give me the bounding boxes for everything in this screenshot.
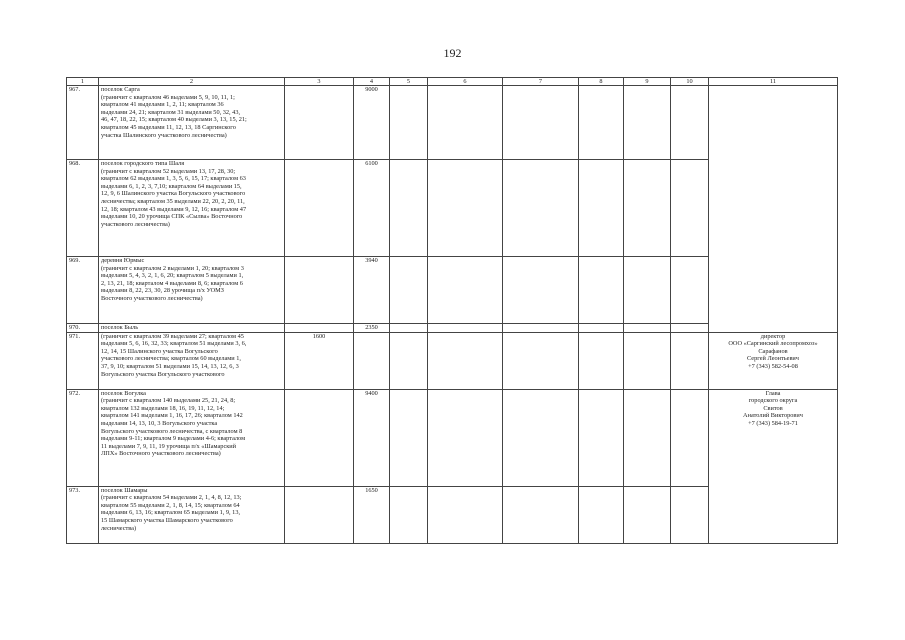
description-line: кварталом 132 выделами 18, 16, 19, 11, 12, 14; bbox=[101, 404, 225, 412]
empty-cell bbox=[503, 486, 579, 543]
column-header: 1 bbox=[67, 78, 99, 86]
row-number: 972. bbox=[67, 389, 99, 486]
empty-cell bbox=[671, 486, 709, 543]
description-line: (граничит с кварталом 2 выделами 1, 20; кварталом 3 bbox=[101, 264, 244, 272]
row-number: 967. bbox=[67, 86, 99, 160]
description-line: (граничит с кварталом 140 выделами 25, 21, 24, 8; bbox=[101, 397, 236, 405]
description-line: выделами 6, 1, 2, 3, 7,10; кварталом 64 выделами 15, bbox=[101, 182, 242, 190]
empty-cell bbox=[671, 257, 709, 324]
column-header: 11 bbox=[709, 78, 838, 86]
description-line: участкового лесничества) bbox=[101, 220, 170, 228]
description-line: Вогульского участка Вогульского участкового bbox=[101, 370, 225, 378]
empty-cell bbox=[579, 389, 624, 486]
empty-cell bbox=[428, 486, 503, 543]
empty-cell bbox=[579, 332, 624, 389]
description-line: деревня Юрмыс bbox=[101, 257, 145, 264]
description-line: 46, 47, 18, 22, 15; кварталом 40 выделами 3, 13, 15, 21; bbox=[101, 116, 247, 124]
responsible-contact bbox=[709, 332, 838, 389]
row-number: 970. bbox=[67, 324, 99, 333]
empty-cell bbox=[579, 324, 624, 333]
description-line: (граничит с кварталом 46 выделами 5, 9, 10, 11, 1; bbox=[101, 93, 235, 101]
contact-line: +7 (343) 582-54-08 bbox=[748, 362, 798, 370]
description-line: поселок городского типа Шаля bbox=[101, 160, 185, 167]
empty-cell bbox=[624, 389, 671, 486]
settlement-description bbox=[99, 257, 285, 324]
column-header: 8 bbox=[579, 78, 624, 86]
empty-cell bbox=[624, 257, 671, 324]
empty-cell bbox=[624, 332, 671, 389]
description-line: Вогульского участкового лесничества, с кварталом 8 bbox=[101, 427, 243, 435]
contact-line: городского округа bbox=[748, 397, 798, 405]
empty-cell bbox=[579, 257, 624, 324]
empty-cell bbox=[671, 389, 709, 486]
empty-cell bbox=[390, 332, 428, 389]
column-header: 6 bbox=[428, 78, 503, 86]
contact-line: директор bbox=[760, 332, 786, 340]
column-4-value: 9000 bbox=[354, 86, 390, 160]
table-row bbox=[67, 332, 838, 389]
description-line: (граничит с кварталом 39 выделами 27; кварталом 45 bbox=[101, 332, 244, 340]
description-line: 12, 9, 6 Шалинского участка Вогульского участкового bbox=[101, 190, 246, 198]
empty-cell bbox=[390, 486, 428, 543]
description-line: выделами 6, 13, 16; кварталом 65 выделами 1, 9, 13, bbox=[101, 509, 241, 517]
description-line: 11 выделами 7, 9, 11, 19 урочища п/х «Шамарский bbox=[101, 442, 237, 450]
column-3-value bbox=[285, 86, 354, 160]
description-line: кварталом 141 выделами 1, 16, 17, 26; кварталом 142 bbox=[101, 412, 243, 420]
description-line: ЛПХ» Восточного участкового лесничества) bbox=[101, 450, 221, 458]
description-line: участкового лесничества; кварталом 60 выделами 1, bbox=[101, 355, 241, 363]
column-header: 5 bbox=[390, 78, 428, 86]
description-line: кварталом 62 выделами 1, 3, 5, 6, 15, 17; кварталом 63 bbox=[101, 175, 246, 183]
table-row bbox=[67, 389, 838, 486]
settlement-description bbox=[99, 160, 285, 257]
empty-cell bbox=[503, 389, 579, 486]
settlement-description bbox=[99, 486, 285, 543]
description-line: поселок Сарга bbox=[101, 86, 140, 93]
empty-cell bbox=[624, 160, 671, 257]
column-3-value bbox=[285, 324, 354, 333]
contact-line: Анатолий Викторович bbox=[743, 412, 803, 420]
page-number: 192 bbox=[443, 46, 462, 60]
description-line: лесничества; кварталом 35 выделами 22, 20, 2, 20, 11, bbox=[101, 197, 245, 205]
contact-line: ООО «Саргинский лесопромхоз» bbox=[728, 340, 818, 348]
empty-cell bbox=[428, 332, 503, 389]
empty-cell bbox=[579, 86, 624, 160]
empty-cell bbox=[624, 324, 671, 333]
empty-cell bbox=[671, 160, 709, 257]
empty-cell bbox=[503, 332, 579, 389]
row-number: 969. bbox=[67, 257, 99, 324]
description-line: Восточного участкового лесничества) bbox=[101, 294, 203, 302]
column-number-row bbox=[67, 78, 838, 86]
empty-cell bbox=[390, 86, 428, 160]
empty-cell bbox=[428, 160, 503, 257]
forest-boundaries-table bbox=[66, 77, 838, 544]
empty-cell bbox=[671, 332, 709, 389]
row-number: 971. bbox=[67, 332, 99, 389]
description-line: поселок Шамары bbox=[101, 486, 148, 494]
empty-cell bbox=[503, 324, 579, 333]
description-line: 12, 14, 15 Шалинского участка Вогульского bbox=[101, 347, 218, 355]
column-4-value bbox=[354, 332, 390, 389]
column-4-value: 9400 bbox=[354, 389, 390, 486]
description-line: выделами 24, 21; кварталом 31 выделами 50, 32, 43, bbox=[101, 108, 241, 116]
settlement-description bbox=[99, 332, 285, 389]
empty-cell bbox=[428, 324, 503, 333]
column-3-value bbox=[285, 389, 354, 486]
empty-cell bbox=[390, 160, 428, 257]
contact-line: Сарафанов bbox=[758, 347, 788, 355]
contact-line: Глава bbox=[765, 389, 781, 397]
column-header: 2 bbox=[99, 78, 285, 86]
description-line: 12, 18; кварталом 43 выделами 9, 12, 16; кварталом 47 bbox=[101, 205, 247, 213]
description-line: выделами 10, 20 урочища СПК «Сылва» Восточного bbox=[101, 213, 243, 221]
empty-cell bbox=[671, 324, 709, 333]
description-line: (граничит с кварталом 54 выделами 2, 1, 4, 8, 12, 13; bbox=[101, 494, 242, 502]
empty-cell bbox=[709, 86, 838, 333]
description-line: выделами 5, 4, 3, 2, 1, 6, 20; кварталом 5 выделами 1, bbox=[101, 272, 244, 280]
empty-cell bbox=[503, 160, 579, 257]
settlement-description bbox=[99, 389, 285, 486]
description-line: кварталом 41 выделами 1, 2, 11; кварталом 36 bbox=[101, 101, 224, 109]
description-line: выделами 8, 22, 23, 30, 28 урочища п/х УОМЗ bbox=[101, 287, 224, 295]
description-line: выделами 14, 13, 10, 3 Вогульского участка bbox=[101, 419, 218, 427]
description-line: выделами 5, 6, 16, 32, 33; кварталом 51 выделами 3, 6, bbox=[101, 340, 247, 348]
description-line: (граничит с кварталом 52 выделами 13, 17, 28, 30; bbox=[101, 167, 236, 175]
column-header: 9 bbox=[624, 78, 671, 86]
column-3-value bbox=[285, 486, 354, 543]
empty-cell bbox=[624, 86, 671, 160]
empty-cell bbox=[671, 86, 709, 160]
description-line: кварталом 55 выделами 2, 1, 8, 14, 15; кварталом 64 bbox=[101, 501, 240, 509]
description-line: выделами 9-11; кварталом 9 выделами 4-6; кварталом bbox=[101, 435, 246, 443]
contact-line: +7 (343) 584-19-71 bbox=[748, 419, 798, 427]
empty-cell bbox=[390, 389, 428, 486]
column-header: 3 bbox=[285, 78, 354, 86]
contact-line: Сергей Леонтьевич bbox=[747, 355, 799, 363]
column-4-value: 2350 bbox=[354, 324, 390, 333]
column-4-value: 1650 bbox=[354, 486, 390, 543]
empty-cell bbox=[390, 324, 428, 333]
empty-cell bbox=[428, 86, 503, 160]
description-line: 15 Шамарского участка Шамарского участкового bbox=[101, 516, 233, 524]
responsible-contact bbox=[709, 389, 838, 543]
description-line: лесничества) bbox=[101, 524, 137, 532]
column-3-value bbox=[285, 257, 354, 324]
empty-cell bbox=[579, 160, 624, 257]
description-line: участка Шалинского участкового лесничества) bbox=[101, 131, 227, 139]
empty-cell bbox=[579, 486, 624, 543]
column-header: 4 bbox=[354, 78, 390, 86]
description-line: 37, 9, 10; кварталом 51 выделами 15, 14, 13, 12, 6, 3 bbox=[101, 362, 239, 370]
empty-cell bbox=[390, 257, 428, 324]
description-line: поселок Быль bbox=[101, 324, 139, 331]
column-header: 7 bbox=[503, 78, 579, 86]
empty-cell bbox=[428, 389, 503, 486]
description-line: кварталом 45 выделами 11, 12, 13, 18 Саргинского bbox=[101, 123, 236, 131]
empty-cell bbox=[503, 257, 579, 324]
row-number: 973. bbox=[67, 486, 99, 543]
description-line: поселок Вогулка bbox=[101, 389, 146, 397]
settlement-description bbox=[99, 324, 285, 333]
row-number: 968. bbox=[67, 160, 99, 257]
column-4-value: 3940 bbox=[354, 257, 390, 324]
column-4-value: 6100 bbox=[354, 160, 390, 257]
column-3-value: 1600 bbox=[285, 332, 354, 389]
table-row bbox=[67, 86, 838, 160]
empty-cell bbox=[624, 486, 671, 543]
settlement-description bbox=[99, 86, 285, 160]
contact-line: Свитов bbox=[763, 404, 783, 412]
empty-cell bbox=[428, 257, 503, 324]
description-line: 2, 13, 21, 18; кварталом 4 выделами 8, 6; кварталом 6 bbox=[101, 279, 243, 287]
column-3-value bbox=[285, 160, 354, 257]
column-header: 10 bbox=[671, 78, 709, 86]
empty-cell bbox=[503, 86, 579, 160]
